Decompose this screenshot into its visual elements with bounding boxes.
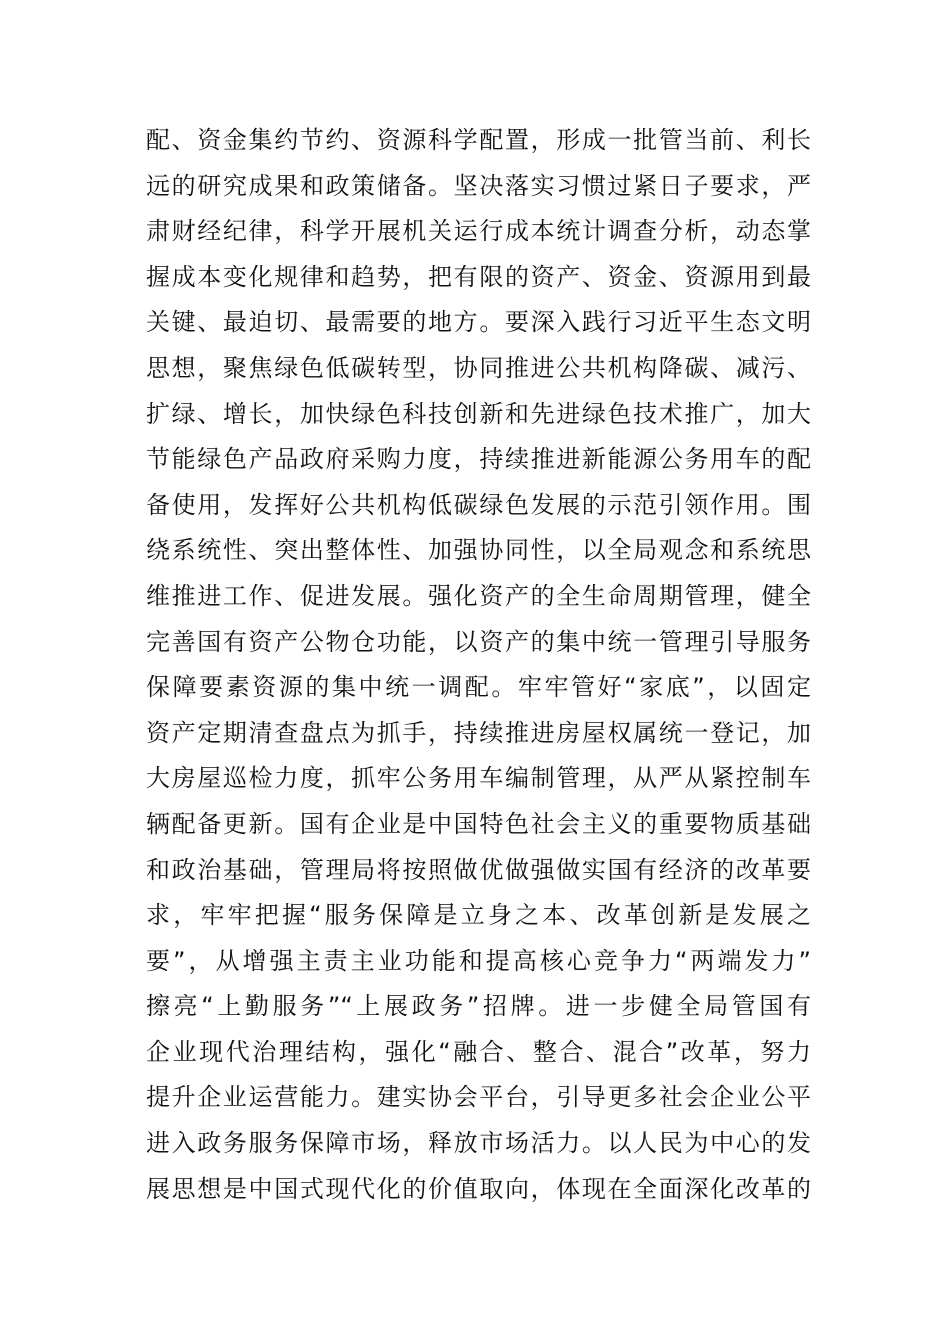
text-line: 辆配备更新。国有企业是中国特色社会主义的重要物质基础 [146,809,811,838]
text-line: 节能绿色产品政府采购力度，持续推进新能源公务用车的配 [146,445,811,474]
text-line: 保障要素资源的集中统一调配。牢牢管好“家底”，以固定 [146,673,811,702]
text-line: 和政治基础，管理局将按照做优做强做实国有经济的改革要 [146,855,811,884]
text-line: 擦亮“上勤服务”“上展政务”招牌。进一步健全局管国有 [146,992,811,1021]
text-line: 扩绿、增长，加快绿色科技创新和先进绿色技术推广，加大 [146,399,811,428]
text-line: 完善国有资产公物仓功能，以资产的集中统一管理引导服务 [146,627,811,656]
text-line: 进入政务服务保障市场，释放市场活力。以人民为中心的发 [146,1129,811,1158]
body-text [146,118,811,1212]
text-line: 展思想是中国式现代化的价值取向，体现在全面深化改革的 [146,1174,811,1203]
text-line: 配、资金集约节约、资源科学配置，形成一批管当前、利长 [146,126,811,154]
text-line: 资产定期清查盘点为抓手，持续推进房屋权属统一登记，加 [146,718,811,747]
text-line: 思想，聚焦绿色低碳转型，协同推进公共机构降碳、减污、 [146,353,811,382]
text-line: 提升企业运营能力。建实协会平台，引导更多社会企业公平 [146,1083,811,1112]
text-line: 绕系统性、突出整体性、加强协同性，以全局观念和系统思 [146,536,811,565]
text-line: 握成本变化规律和趋势，把有限的资产、资金、资源用到最 [146,262,811,291]
text-line: 肃财经纪律，科学开展机关运行成本统计调查分析，动态掌 [146,217,811,246]
text-line: 远的研究成果和政策储备。坚决落实习惯过紧日子要求，严 [146,171,811,200]
text-line: 要”，从增强主责主业功能和提高核心竞争力“两端发力” [146,946,811,975]
text-line: 企业现代治理结构，强化“融合、整合、混合”改革，努力 [146,1037,811,1066]
text-line: 大房屋巡检力度，抓牢公务用车编制管理，从严从紧控制车 [146,764,811,793]
text-line: 关键、最迫切、最需要的地方。要深入践行习近平生态文明 [146,308,811,337]
text-line: 维推进工作、促进发展。强化资产的全生命周期管理，健全 [146,581,811,610]
text-line: 求，牢牢把握“服务保障是立身之本、改革创新是发展之 [146,901,811,930]
text-line: 备使用，发挥好公共机构低碳绿色发展的示范引领作用。围 [146,490,811,519]
